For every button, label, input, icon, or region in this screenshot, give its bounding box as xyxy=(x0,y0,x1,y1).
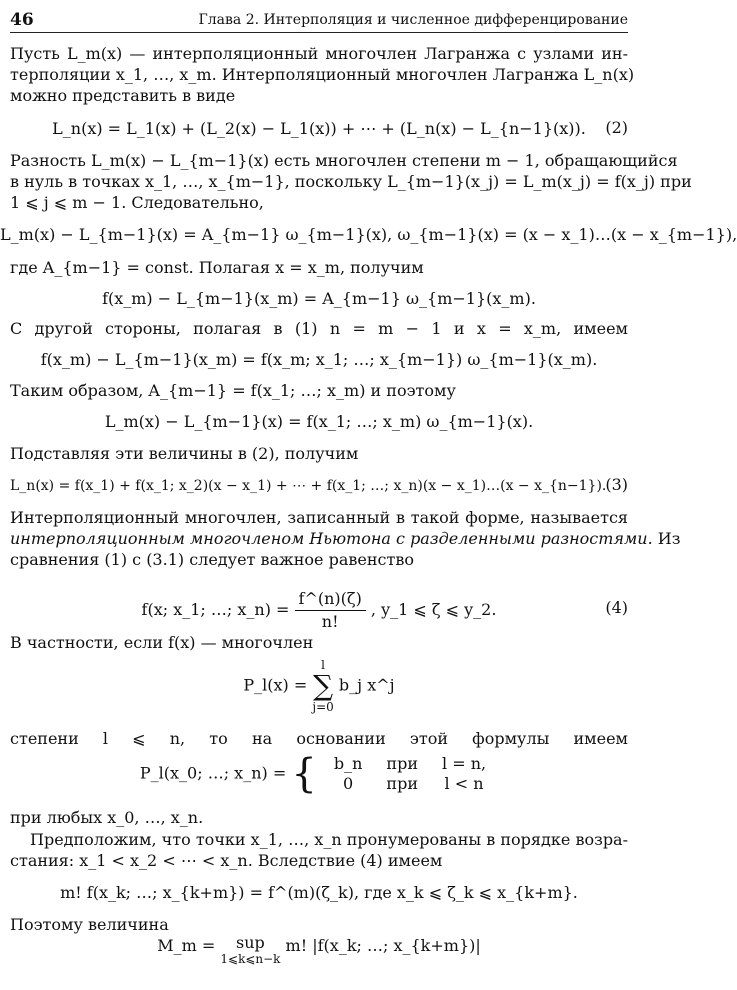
equation-difference: L_m(x) − L_{m−1}(x) = A_{m−1} ω_{m−1}(x), ω_{m−1}(x) = (x − x_1)…(x − x_{m−1}), xyxy=(0,225,737,244)
sup-word: sup xyxy=(236,933,265,952)
cases-left: P_l(x_0; …; x_n) = xyxy=(139,763,287,783)
paragraph-line: где A_{m−1} = const. Полагая x = x_m, получим xyxy=(10,258,424,277)
paragraph-line: С другой стороны, полагая в (1) n = m − 1 и x = x_m, имеем xyxy=(10,319,628,338)
eq4-left: f(x; x_1; …; x_n) = xyxy=(141,600,290,619)
M-left: M_m = xyxy=(157,936,216,955)
M-right: m! |f(x_k; …; x_{k+m})| xyxy=(285,936,481,955)
paragraph-line: Таким образом, A_{m−1} = f(x_1; …; x_m) и поэтому xyxy=(10,381,456,400)
equation-number: (2) xyxy=(605,118,628,137)
page-header xyxy=(10,10,628,33)
equation-m: m! f(x_k; …; x_{k+m}) = f^(m)(ζ_k), где x_k ⩽ ζ_k ⩽ x_{k+m}. xyxy=(60,883,578,902)
equation-4 xyxy=(0,588,638,633)
equation-a: f(x_m) − L_{m−1}(x_m) = A_{m−1} ω_{m−1}(x_m). xyxy=(102,289,536,308)
fraction-numerator: f^(n)(ζ) xyxy=(295,588,366,611)
paragraph-line xyxy=(10,529,681,549)
paragraph-line: можно представить в виде xyxy=(10,86,236,105)
equation-cases xyxy=(0,751,638,797)
case-word: при xyxy=(386,754,418,773)
paragraph-line: В частности, если f(x) — многочлен xyxy=(10,633,314,652)
cases-block xyxy=(322,754,498,794)
paragraph-line: 1 ⩽ j ⩽ m − 1. Следовательно, xyxy=(10,193,264,212)
paragraph-text: Из xyxy=(652,529,681,548)
sup-limits: 1⩽k⩽n−k xyxy=(220,952,281,966)
eq4-fraction xyxy=(295,588,366,633)
paragraph-line: Интерполяционный многочлен, записанный в такой форме, называется xyxy=(10,508,628,527)
sum-sign: ∑ xyxy=(313,669,334,702)
paragraph-line: Пусть L_m(x) — интерполяционный многочлен Лагранжа с узлами ин- xyxy=(10,44,628,63)
paragraph-line: Подставляя эти величины в (2), получим xyxy=(10,444,359,463)
case-value: b_n xyxy=(333,754,363,773)
poly-left: P_l(x) = xyxy=(243,675,308,695)
paragraph-line: при любых x_0, …, x_n. xyxy=(10,808,204,827)
equation-M xyxy=(0,935,638,967)
sum-upper: l xyxy=(321,658,326,672)
poly-right: b_j x^j xyxy=(338,675,395,695)
case-row xyxy=(322,754,498,774)
equation-number: (4) xyxy=(605,598,628,617)
equation-polynomial xyxy=(0,658,638,714)
case-condition: l < n xyxy=(444,774,484,793)
paragraph-line: Предположим, что точки x_1, …, x_n пронумерованы в порядке возра- xyxy=(30,830,628,849)
fraction-denominator: n! xyxy=(321,612,339,631)
equation-c: L_m(x) − L_{m−1}(x) = f(x_1; …; x_m) ω_{m−1}(x). xyxy=(104,412,534,431)
italic-term: интерполяционным многочленом Ньютона с разделенными разностями. xyxy=(10,529,653,548)
paragraph-line: терполяции x_1, …, x_m. Интерполяционный многочлен Лагранжа L_n(x) xyxy=(10,65,635,84)
paragraph-line: Разность L_m(x) − L_{m−1}(x) есть многочлен степени m − 1, обращающийся xyxy=(10,151,678,170)
sum-operator xyxy=(312,658,333,714)
paragraph-line: в нуль в точках x_1, …, x_{m−1}, поскольку L_{m−1}(x_j) = L_m(x_j) = f(x_j) при xyxy=(10,172,692,191)
case-word: при xyxy=(386,774,418,793)
running-head: Глава 2. Интерполяция и численное дифференцирование xyxy=(198,12,628,28)
equation-3: L_n(x) = f(x_1) + f(x_1; x_2)(x − x_1) + ⋯ + f(x_1; …; x_n)(x − x_1)…(x − x_{n−1}). xyxy=(10,478,607,494)
page-number: 46 xyxy=(10,10,34,30)
case-condition: l = n, xyxy=(442,754,487,773)
paragraph-line: стания: x_1 < x_2 < ⋯ < x_n. Вследствие (4) имеем xyxy=(10,851,443,870)
paragraph-line: степени l ⩽ n, то на основании этой формулы имеем xyxy=(10,729,628,748)
case-row xyxy=(322,774,498,794)
equation-number: (3) xyxy=(605,475,628,494)
sup-operator xyxy=(220,935,280,967)
left-brace: { xyxy=(291,751,317,797)
eq4-right: , y_1 ⩽ ζ ⩽ y_2. xyxy=(370,600,497,619)
case-value: 0 xyxy=(343,774,354,793)
equation-b: f(x_m) − L_{m−1}(x_m) = f(x_m; x_1; …; x_{m−1}) ω_{m−1}(x_m). xyxy=(40,350,598,369)
equation-2: L_n(x) = L_1(x) + (L_2(x) − L_1(x)) + ⋯ + (L_n(x) − L_{n−1}(x)). xyxy=(52,119,586,138)
sum-lower: j=0 xyxy=(312,700,334,714)
paragraph-line: Поэтому величина xyxy=(10,915,169,934)
paragraph-line: сравнения (1) с (3.1) следует важное равенство xyxy=(10,550,414,569)
